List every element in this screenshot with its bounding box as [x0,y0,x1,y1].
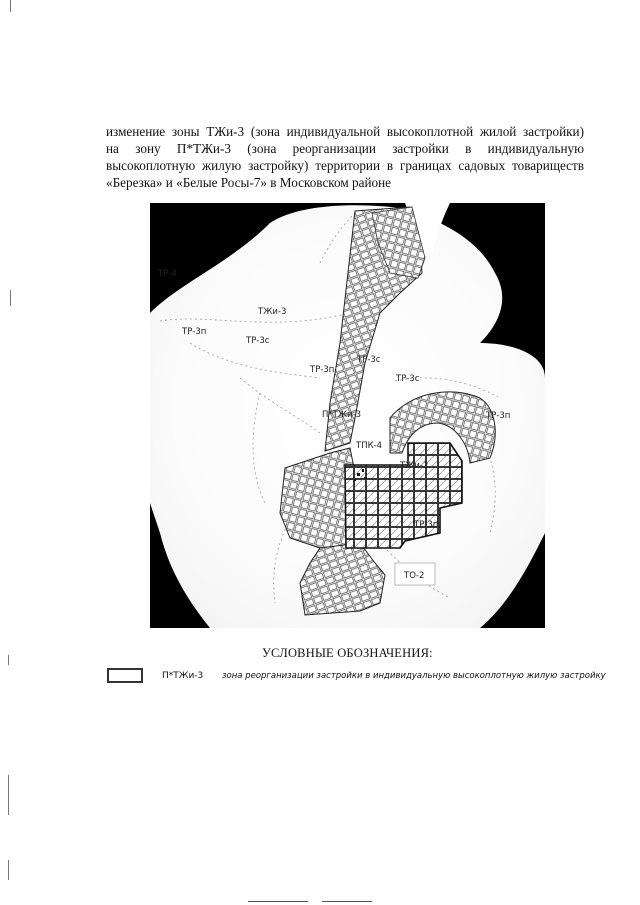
scan-mark [10,0,11,12]
map-label-tr3p-right: ТР-3п [486,411,511,421]
paragraph-line: изменение зоны ТЖи-3 (зона индивидуальной высокоплотной жилой застройки) [106,124,584,139]
scan-mark [8,655,9,665]
paragraph-line: на зону П*ТЖи-3 (зона реорганизации застройки в индивидуальную [106,141,584,156]
map-label-tr3p-left: ТР-3п [182,327,207,337]
map-label-tpk4: ТПК-4 [356,441,383,451]
scan-mark [8,860,9,880]
legend-code: П*ТЖи-3 [162,671,204,681]
document-paragraph [106,123,584,191]
scan-mark [8,775,9,815]
map-label-tr4: ТР-4 [158,269,177,279]
map-label-tr3c-left: ТР-3с [246,336,270,346]
legend-description: зона реорганизации застройки в индивидуальную высокоплотную жилую застройку [222,671,606,681]
legend-swatch [107,668,143,683]
footer-rule [322,901,372,902]
map-label-tr3c-mid: ТР-3с [357,355,381,365]
map-label-tr3p-bottom: ТР-3п [414,520,439,530]
map-light-area-left [150,203,190,263]
map-label-tr3c-right: ТР-3с [396,374,420,384]
map-label-tr3p-mid: ТР-3п [310,365,335,375]
paragraph-line: «Березка» и «Белые Росы-7» в Московском районе [106,175,392,190]
zoning-map [150,203,545,628]
map-label-tzhi3: ТЖи-3 [258,307,287,317]
map-label-ptzhi3: П*ТЖи-3 [322,410,361,420]
paragraph-line: высокоплотную жилую застройку) территории в границах садовых товариществ [106,158,584,173]
scan-mark [10,290,11,306]
map-label-tzhi2: ТЖи-2 [400,461,429,471]
footer-rule [248,901,308,902]
map-label-to2: ТО-2 [404,571,425,581]
legend-title: УСЛОВНЫЕ ОБОЗНАЧЕНИЯ: [262,646,433,660]
